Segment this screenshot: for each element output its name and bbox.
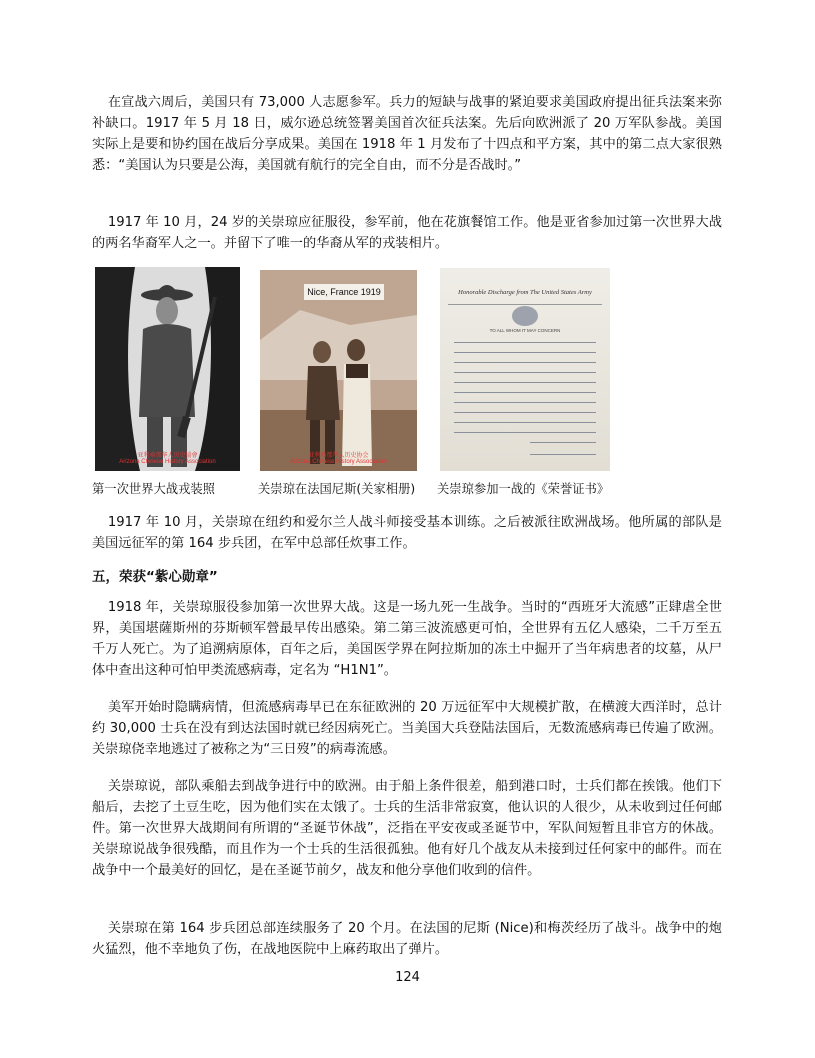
- paragraph-injury: 关崇琼在第 164 步兵团总部连续服务了 20 个月。在法国的尼斯 (Nice)和梅茨经历了战斗。战争中的炮火猛烈，他不幸地负了伤，在战地医院中上麻药取出了弹片。: [92, 921, 722, 957]
- photo-watermark-cn: 亚利桑那华人历史協會: [137, 453, 198, 459]
- certificate-line: [454, 412, 596, 413]
- section-heading: 五，荣获“紫心勋章”: [92, 569, 218, 585]
- eagle-seal-icon: [512, 306, 538, 326]
- certificate-line: [454, 362, 596, 363]
- page-number: 124: [395, 970, 420, 985]
- paragraph-flu-spread: 美军开始时隐瞒病情，但流感病毒早已在东征欧洲的 20 万远征军中大规模扩散，在横渡大西洋时，总计约 30,000 士兵在没有到达法国时就已经因病死亡。当美国大兵登陆法国后，无数流感病毒已传遍了欧洲。关崇琼侥幸地逃过了被称之为“三日歿”的病毒流感。: [92, 700, 722, 757]
- certificate-signature-line: [530, 442, 596, 443]
- soldier-figure-icon: [95, 267, 240, 471]
- paragraph-war-life: 关崇琼说，部队乘船去到战争进行中的欧洲。由于船上条件很差，船到港口时，士兵们都在挨饿。他们下船后，去挖了土豆生吃，因为他们实在太饿了。士兵的生活非常寂寞，他认识的人很少，从未收到过任何邮件。第一次世界大战期间有所谓的“圣诞节休战”，泛指在平安夜或圣诞节中，军队间短暂且非官方的休战。关崇琼说战争很残酷，而且作为一个士兵的生活很孤独。他有好几个战友从未接到过任何家中的邮件。而在战争中一个最美好的回忆，是在圣诞节前夕，战友和他分享他们收到的信件。: [92, 779, 722, 878]
- certificate-line: [454, 342, 596, 343]
- photo-watermark-en: Arizona Chinese History Association: [119, 459, 216, 465]
- certificate-line: [454, 382, 596, 383]
- certificate-line: [454, 422, 596, 423]
- paragraph-training: 1917 年 10 月，关崇琼在纽约和爱尔兰人战斗师接受基本训练。之后被派往欧洲战场。他所属的部队是美国远征军的第 164 步兵团，在军中总部任炊事工作。: [92, 515, 722, 551]
- paragraph-flu-pandemic: 1918 年，关崇琼服役参加第一次世界大战。这是一场九死一生战争。当时的“西班牙大流感”正肆虐全世界，美国堪薩斯州的芬斯顿军營最早传出感染。第二第三波流感更可怕，全世界有五亿人感染，二千万至五千万人死亡。为了追溯病原体，百年之后，美国医学界在阿拉斯加的冻土中掘开了当年病患者的坟墓，从尸体中查出这种可怕甲类流感病毒，定名为 “H1N1”。: [92, 600, 722, 678]
- photo-watermark-cn: 亚利桑那华人历史协会: [308, 453, 369, 459]
- photo-nice-france: [260, 270, 417, 471]
- certificate-line: [454, 392, 596, 393]
- photo-soldier-uniform: [95, 267, 240, 471]
- caption-nice-photo: 关崇琼在法国尼斯(关家相册): [258, 482, 416, 496]
- paragraph-enlistment: 1917 年 10 月，24 岁的关崇琼应征服役，参军前，他在花旗餐馆工作。他是亚省参加过第一次世界大战的两名华裔军人之一。并留下了唯一的华裔从军的戎装相片。: [92, 215, 722, 251]
- certificate-line: [454, 402, 596, 403]
- paragraph-draft-law: 在宣战六周后，美国只有 73,000 人志愿参军。兵力的短缺与战事的紧迫要求美国政府提出征兵法案来弥补缺口。1917 年 5 月 18 日，威尔逊总统签署美国首次征兵法案。先后向欧洲派了 20 万军队参战。美国实际上是要和协约国在战后分享成果。美国在 1918 年 1 月发布了十四点和平方案，其中的第二点大家很熟悉：“美国认为只要是公海，美国就有航行的完全自由，而不分是否战时。”: [92, 95, 722, 173]
- certificate-line: [454, 352, 596, 353]
- photo-discharge-certificate: [440, 268, 610, 471]
- two-men-figure-icon: [260, 270, 417, 471]
- caption-uniform-photo: 第一次世界大战戎装照: [92, 482, 215, 496]
- certificate-line: [454, 432, 596, 433]
- photo-watermark-en: Arizona Chinese History Association: [290, 459, 387, 465]
- photo-place-label: Nice, France 1919: [304, 284, 384, 300]
- certificate-title: Honorable Discharge from The United States Army: [448, 282, 602, 305]
- certificate-subtitle: TO ALL WHOM IT MAY CONCERN: [489, 328, 561, 333]
- caption-certificate-photo: 关崇琼参加一战的《荣誉证书》: [437, 482, 610, 496]
- certificate-line: [454, 372, 596, 373]
- certificate-signature-line: [530, 454, 596, 455]
